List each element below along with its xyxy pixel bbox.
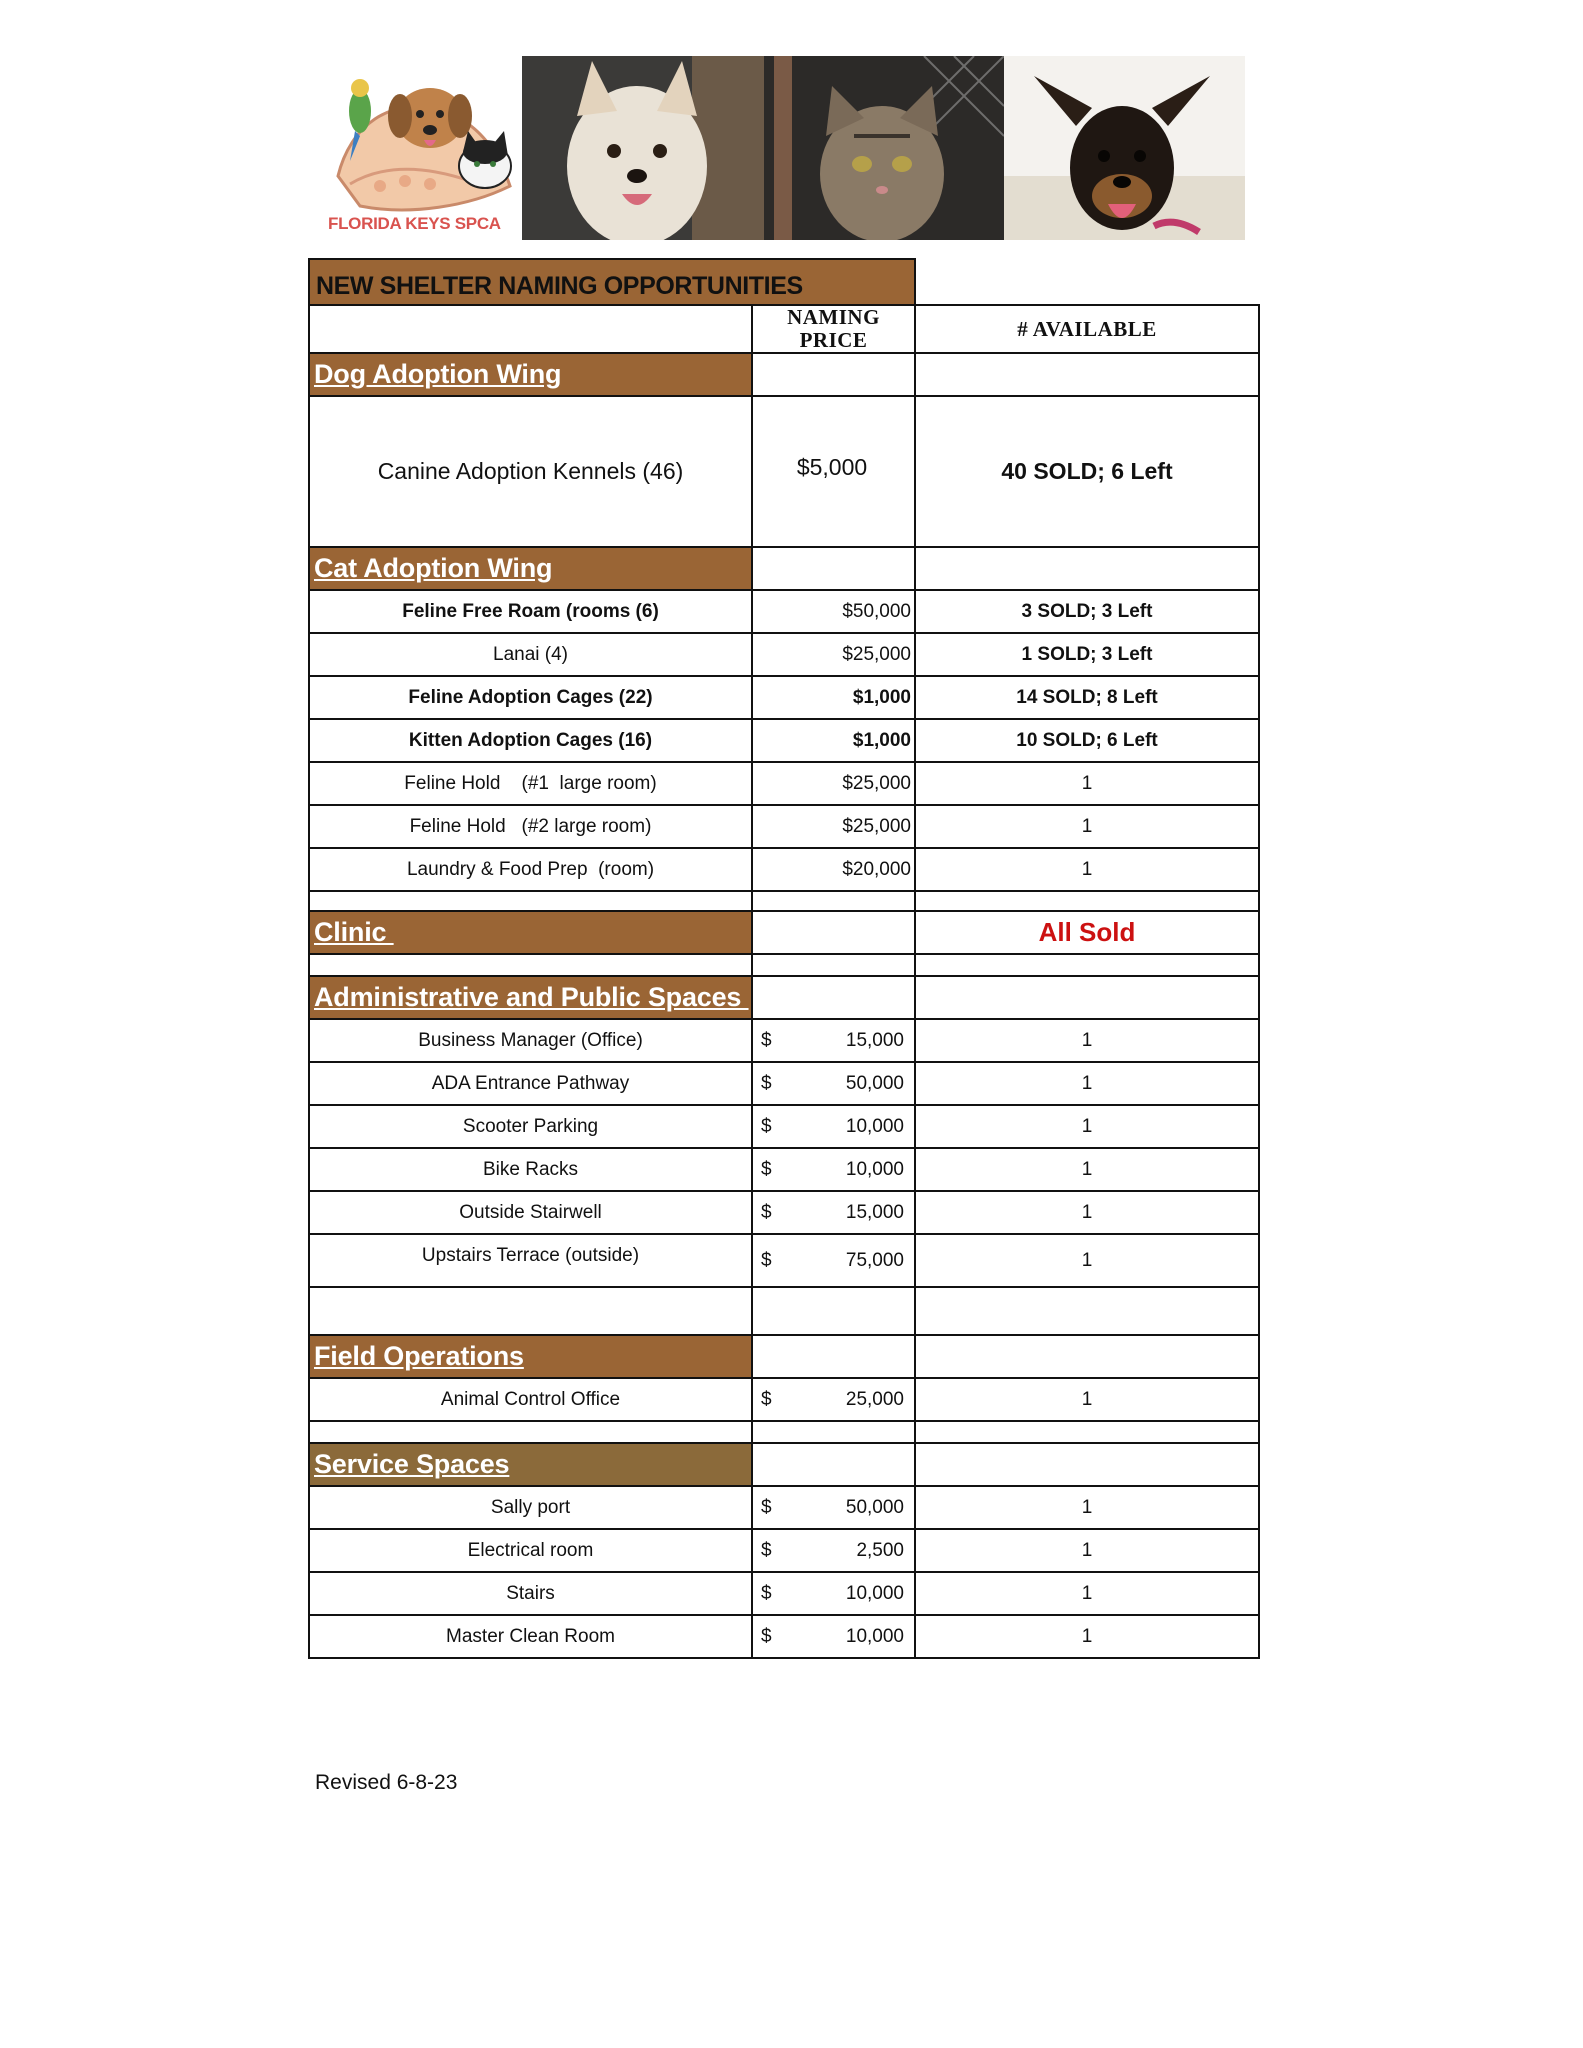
price-amount: 2,500 (856, 1539, 904, 1561)
item-available: 3 SOLD; 3 Left (915, 590, 1259, 633)
empty-cell (309, 1287, 752, 1335)
cat-photo-tabby (764, 56, 1004, 240)
item-name: Feline Hold (#2 large room) (309, 805, 752, 848)
item-price (752, 1191, 915, 1234)
table-row (309, 1105, 1259, 1148)
empty-cell (915, 1335, 1259, 1378)
item-available: 1 SOLD; 3 Left (915, 633, 1259, 676)
empty-cell (915, 353, 1259, 396)
table-row (309, 719, 1259, 762)
item-available: 1 (915, 1486, 1259, 1529)
empty-cell (752, 976, 915, 1019)
section-header-dog (309, 353, 752, 396)
table-row (309, 676, 1259, 719)
section-row-field (309, 1335, 1259, 1378)
item-name: Upstairs Terrace (outside) (309, 1234, 752, 1287)
empty-cell (752, 353, 915, 396)
currency-sign: $ (761, 1625, 772, 1647)
empty-cell (309, 891, 752, 911)
table-row (309, 1062, 1259, 1105)
item-name: Canine Adoption Kennels (46) (309, 396, 752, 547)
item-available: 1 (915, 1191, 1259, 1234)
table-row (309, 1615, 1259, 1658)
header-empty-cell (309, 305, 752, 353)
title-row (308, 258, 1258, 304)
currency-sign: $ (761, 1539, 772, 1561)
title-banner (308, 258, 916, 304)
section-header-admin (309, 976, 752, 1019)
spca-logo (320, 56, 522, 242)
item-price (752, 1529, 915, 1572)
table-row (309, 1234, 1259, 1287)
naming-table (308, 304, 1260, 1659)
spacer-row (309, 954, 1259, 976)
item-available: 10 SOLD; 6 Left (915, 719, 1259, 762)
item-available: 1 (915, 1615, 1259, 1658)
item-name: Bike Racks (309, 1148, 752, 1191)
currency-sign: $ (761, 1201, 772, 1223)
item-available: 1 (915, 805, 1259, 848)
item-available: 40 SOLD; 6 Left (915, 396, 1259, 547)
item-name: Animal Control Office (309, 1378, 752, 1421)
table-row (309, 396, 1259, 547)
item-price: $5,000 (752, 396, 915, 547)
table-row (309, 1148, 1259, 1191)
item-name: Kitten Adoption Cages (16) (309, 719, 752, 762)
table-row (309, 1486, 1259, 1529)
section-row-clinic (309, 911, 1259, 954)
logo-text: FLORIDA KEYS SPCA (328, 214, 501, 233)
item-price: $25,000 (752, 633, 915, 676)
empty-cell (752, 891, 915, 911)
empty-cell (915, 547, 1259, 590)
empty-cell (915, 891, 1259, 911)
table-row (309, 633, 1259, 676)
empty-cell (915, 954, 1259, 976)
item-available: 1 (915, 848, 1259, 891)
item-price (752, 1019, 915, 1062)
item-price (752, 1615, 915, 1658)
item-available: 1 (915, 1019, 1259, 1062)
empty-cell (915, 1443, 1259, 1486)
item-price: $25,000 (752, 762, 915, 805)
empty-cell (915, 1421, 1259, 1443)
price-amount: 15,000 (845, 1201, 904, 1223)
empty-cell (752, 911, 915, 954)
item-name: Business Manager (Office) (309, 1019, 752, 1062)
item-name: ADA Entrance Pathway (309, 1062, 752, 1105)
empty-cell (752, 547, 915, 590)
column-header-row (309, 305, 1259, 353)
item-available: 1 (915, 762, 1259, 805)
currency-sign: $ (761, 1029, 772, 1051)
item-price: $50,000 (752, 590, 915, 633)
item-available: 1 (915, 1062, 1259, 1105)
spacer-row (309, 1421, 1259, 1443)
item-name: Master Clean Room (309, 1615, 752, 1658)
table-row (309, 762, 1259, 805)
currency-sign: $ (761, 1496, 772, 1518)
empty-cell (752, 1335, 915, 1378)
table-row (309, 1191, 1259, 1234)
currency-sign: $ (761, 1582, 772, 1604)
naming-price-header: NAMING PRICE (752, 305, 915, 353)
item-available: 1 (915, 1529, 1259, 1572)
currency-sign: $ (761, 1158, 772, 1180)
item-price: $20,000 (752, 848, 915, 891)
item-name: Scooter Parking (309, 1105, 752, 1148)
empty-cell (309, 954, 752, 976)
item-price: $1,000 (752, 676, 915, 719)
item-available: 14 SOLD; 8 Left (915, 676, 1259, 719)
currency-sign: $ (761, 1115, 772, 1137)
item-name: Lanai (4) (309, 633, 752, 676)
item-price (752, 1378, 915, 1421)
item-name: Feline Free Roam (rooms (6) (309, 590, 752, 633)
price-amount: 10,000 (845, 1625, 904, 1647)
table-row (309, 1378, 1259, 1421)
section-label: Cat Adoption Wing (314, 553, 553, 584)
page-title: NEW SHELTER NAMING OPPORTUNITIES (316, 272, 803, 300)
empty-cell (915, 1287, 1259, 1335)
empty-cell (752, 1421, 915, 1443)
section-header-service (309, 1443, 752, 1486)
section-row-cat (309, 547, 1259, 590)
item-available: 1 (915, 1378, 1259, 1421)
price-amount: 10,000 (845, 1158, 904, 1180)
price-amount: 15,000 (845, 1029, 904, 1051)
section-header-clinic (309, 911, 752, 954)
table-row (309, 1529, 1259, 1572)
section-label: Field Operations (314, 1341, 524, 1372)
spacer-row (309, 1287, 1259, 1335)
currency-sign: $ (761, 1072, 772, 1094)
section-label: Clinic (314, 917, 394, 948)
item-price (752, 1486, 915, 1529)
currency-sign: $ (761, 1388, 772, 1410)
table-row (309, 1019, 1259, 1062)
clinic-all-sold: All Sold (915, 911, 1259, 954)
section-header-cat (309, 547, 752, 590)
item-name: Laundry & Food Prep (room) (309, 848, 752, 891)
item-name: Feline Adoption Cages (22) (309, 676, 752, 719)
empty-cell (915, 976, 1259, 1019)
item-price (752, 1105, 915, 1148)
item-name: Sally port (309, 1486, 752, 1529)
price-amount: 50,000 (845, 1072, 904, 1094)
conch-shell-pets-logo-icon (320, 56, 522, 216)
dog-photo-terrier (522, 56, 764, 240)
section-label: Administrative and Public Spaces (314, 982, 749, 1013)
item-available: 1 (915, 1105, 1259, 1148)
naming-opportunities-sheet (308, 258, 1258, 1659)
item-price (752, 1062, 915, 1105)
price-amount: 10,000 (845, 1582, 904, 1604)
revised-date: Revised 6-8-23 (315, 1771, 458, 1794)
item-name: Stairs (309, 1572, 752, 1615)
item-price: $1,000 (752, 719, 915, 762)
available-header: # AVAILABLE (915, 305, 1259, 353)
item-available: 1 (915, 1148, 1259, 1191)
empty-cell (309, 1421, 752, 1443)
item-available: 1 (915, 1234, 1259, 1287)
item-available: 1 (915, 1572, 1259, 1615)
item-price: $25,000 (752, 805, 915, 848)
empty-cell (752, 954, 915, 976)
header-banner (320, 56, 1245, 242)
price-amount: 75,000 (845, 1249, 904, 1271)
item-name: Electrical room (309, 1529, 752, 1572)
table-row (309, 848, 1259, 891)
table-row (309, 1572, 1259, 1615)
item-price (752, 1148, 915, 1191)
item-price (752, 1234, 915, 1287)
item-name: Feline Hold (#1 large room) (309, 762, 752, 805)
currency-sign: $ (761, 1249, 772, 1271)
section-row-service (309, 1443, 1259, 1486)
section-label: Service Spaces (314, 1449, 510, 1480)
section-row-admin (309, 976, 1259, 1019)
item-name: Outside Stairwell (309, 1191, 752, 1234)
section-row-dog (309, 353, 1259, 396)
price-amount: 25,000 (845, 1388, 904, 1410)
section-header-field (309, 1335, 752, 1378)
empty-cell (752, 1287, 915, 1335)
price-amount: 10,000 (845, 1115, 904, 1137)
empty-cell (752, 1443, 915, 1486)
price-amount: 50,000 (845, 1496, 904, 1518)
table-row (309, 590, 1259, 633)
section-label: Dog Adoption Wing (314, 359, 562, 390)
dog-photo-pinscher (1004, 56, 1245, 240)
spacer-row (309, 891, 1259, 911)
item-price (752, 1572, 915, 1615)
table-row (309, 805, 1259, 848)
